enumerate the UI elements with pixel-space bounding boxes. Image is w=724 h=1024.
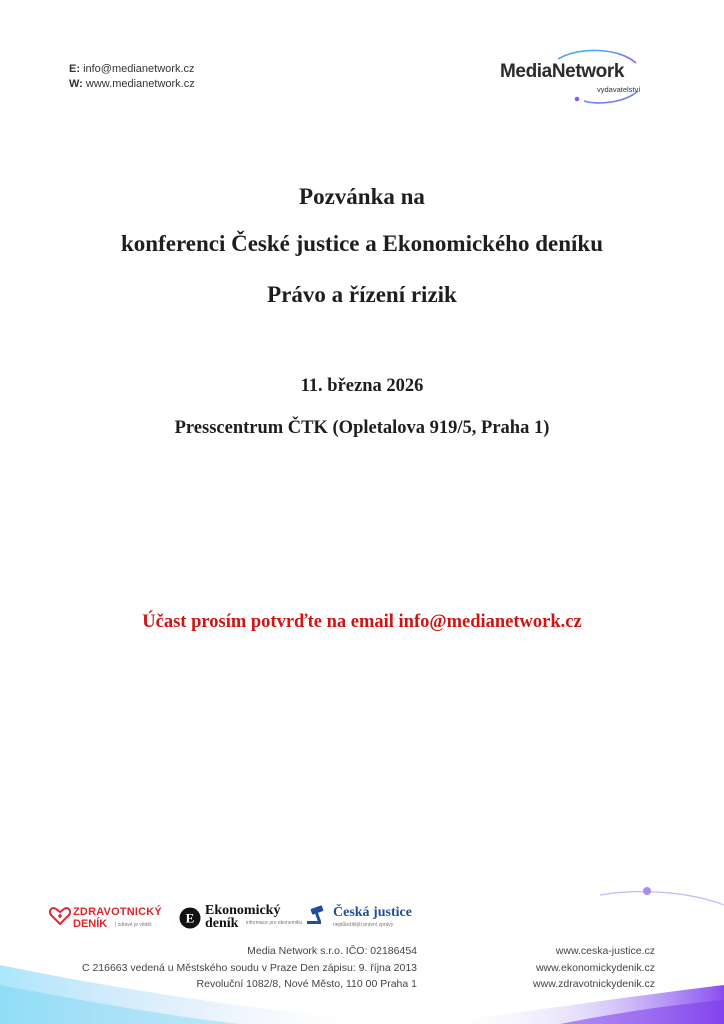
address-line: C 216663 vedená u Městského soudu v Praze Den zápisu: 9. října 2013 [81, 961, 417, 974]
gavel-icon [305, 905, 329, 925]
web-value: www.medianetwork.cz [85, 78, 195, 90]
event-date: 11. března 2026 [300, 376, 424, 396]
address-line: Media Network s.r.o. IČO: 02186454 [247, 945, 417, 957]
zd-logo-line2: DENÍK [73, 918, 108, 930]
contact-web [69, 77, 195, 92]
zd-logo-tagline: | zdravé je vědět [115, 922, 152, 928]
zd-heart-icon [49, 907, 71, 925]
event-venue: Presscentrum ČTK (Opletalova 919/5, Praha 1) [174, 418, 550, 438]
cj-logo-name: Česká justice [333, 905, 412, 920]
svg-text:E: E [185, 910, 195, 926]
logo-name: MediaNetwork [500, 61, 625, 82]
email-label: E: [69, 63, 80, 75]
conference-name: Právo a řízení rizik [267, 282, 457, 307]
invitation-title-line1: Pozvánka na [299, 184, 425, 209]
contact-info [69, 62, 195, 92]
zd-logo-line1: ZDRAVOTNICKÝ [73, 906, 162, 918]
logo-subtitle: vydavatelství [597, 85, 641, 94]
website-link[interactable]: www.ekonomickydenik.cz [535, 961, 655, 974]
web-label: W: [69, 78, 83, 90]
ed-e-icon [179, 907, 201, 929]
cj-logo-tagline: nejdůležitější právní zprávy [333, 922, 394, 928]
partner-logos [0, 900, 724, 936]
ed-logo-tagline: informace pro ekonomiku [246, 920, 303, 926]
invitation-title-line2: konferenci České justice a Ekonomického deníku [121, 231, 603, 256]
rsvp-note: Účast prosím potvrďte na email info@medianetwork.cz [142, 612, 582, 632]
address-line: Revoluční 1082/8, Nové Město, 110 00 Praha 1 [196, 978, 417, 990]
company-address [82, 943, 417, 993]
website-link[interactable]: www.zdravotnickydenik.cz [533, 978, 655, 990]
ed-logo-line1: Ekonomický [205, 903, 281, 918]
contact-email [69, 62, 195, 77]
partner-websites [533, 943, 655, 993]
email-value: info@medianetwork.cz [83, 63, 195, 75]
medianetwork-logo [498, 49, 658, 105]
website-link[interactable]: www.ceska-justice.cz [555, 945, 655, 957]
ed-logo-line2: deník [205, 916, 239, 931]
